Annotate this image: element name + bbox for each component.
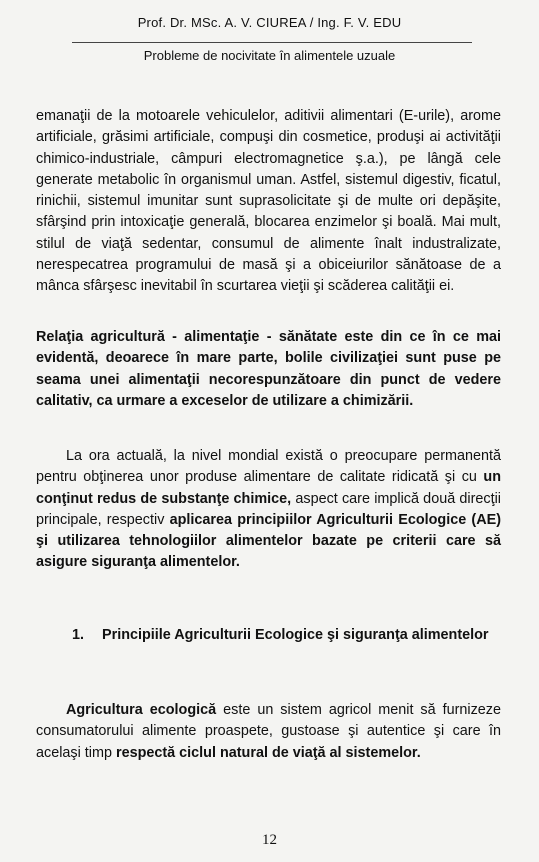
paragraph-3-text-2: aspect care implică două direcţii principale, respectiv xyxy=(36,490,501,528)
running-header-authors: Prof. Dr. MSc. A. V. CIUREA / Ing. F. V. EDU xyxy=(137,15,402,30)
paragraph-3-bold-2: aplicarea principiilor Agriculturii Ecologice (AE) şi utilizarea tehnologiilor alimentelor bazate pe criterii care să asigure siguranţa alimentelor. xyxy=(36,511,501,571)
section-title: Principiile Agriculturii Ecologice şi siguranţa alimentelor xyxy=(102,627,489,643)
paragraph-3-bold-1: un conţinut redus de substanţe chimice, xyxy=(36,469,501,507)
paragraph-4-bold-2: respectă ciclul natural de viaţă al sistemelor. xyxy=(115,744,421,761)
body-paragraph-1: emanaţii de la motoarele vehiculelor, aditivii alimentari (E-urile), arome artificiale, grăsimi artificiale, compuşi din cosmetice, produşi ai activităţii chimico-industriale, câmpuri electromagnetice ş.a.), pe lângă cele generate metabolic în organismul uman. Astfel, sistemul digestiv, ficatul, rinichii, sistemul imunitar sunt suprasolicitate şi de multe ori depăşite, sfârşind prin intoxicaţie generală, blocarea enzimelor şi boală. Mai mult, stilul de viaţă sedentar, consumul de alimente înalt industralizate, nerespecatrea programului de masă şi a obiceiurilor sănătoase de a mânca sfârşesc inevitabil în scurtarea vieţii şi scăderea calităţii ei. xyxy=(36,108,501,295)
running-header-subtitle: Probleme de nocivitate în alimentele uzuale xyxy=(143,48,396,63)
header-divider xyxy=(72,42,472,43)
body-paragraph-4 xyxy=(36,700,501,764)
body-paragraph-2-bold: Relaţia agricultură - alimentaţie - sănătate este din ce în ce mai evidentă, deoarece în mare parte, bolile civilizaţiei sunt puse pe seama unei alimentaţii necorespunzătoare din punct de vedere calitativ, ca urmare a exceselor de utilizare a chimizării. xyxy=(36,329,501,409)
paragraph-4-bold-1: Agricultura ecologică xyxy=(66,702,217,718)
paragraph-4-text-1: este un sistem agricol menit să furnizeze consumatorului alimente proaspete, gustoase şi autentice şi care în acelaşi timp xyxy=(36,702,502,761)
body-paragraph-3 xyxy=(36,446,501,574)
section-heading xyxy=(72,625,532,646)
page-number: 12 xyxy=(262,832,277,848)
paragraph-3-text-1: La ora actuală, la nivel mondial există o preocupare permanentă pentru obţinerea unor produse alimentare de calitate ridicată şi cu xyxy=(36,448,501,486)
section-number: 1. xyxy=(72,627,85,643)
